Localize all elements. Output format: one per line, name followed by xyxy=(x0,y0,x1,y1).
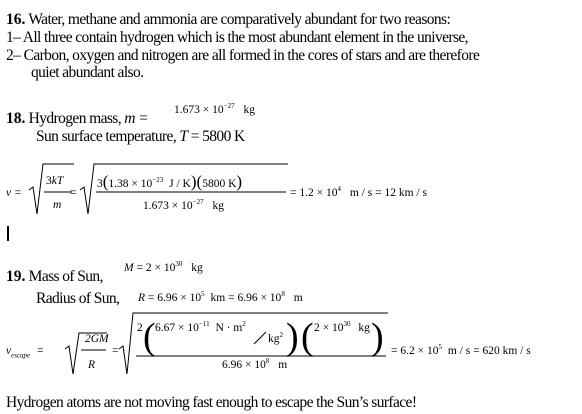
q18-eq-T: 5800 K xyxy=(202,178,237,190)
q18-eq-k-exp: −23 xyxy=(152,176,164,185)
q19-eq-result-exp: 5 xyxy=(438,343,442,352)
q18-eq-numerator: $3(1.38 \times 10^{-23}$ J / K)(5800 K) xyxy=(97,172,243,191)
conclusion: Hydrogen atoms are not moving fast enough to escape the Sun’s surface! xyxy=(6,394,417,411)
q19-radius-exp: 5 xyxy=(201,290,205,299)
q19-paren-close-1: ) xyxy=(286,316,299,358)
q16-reason2-cont: quiet abundant also. xyxy=(31,64,144,81)
q19-eq-G-exp: −11 xyxy=(198,320,210,329)
q19-radius-exp2: 8 xyxy=(281,290,285,299)
q19-eq-R-value: 6.96 × 10 xyxy=(222,359,266,371)
q19-eq-G-den-exp: 2 xyxy=(279,331,283,340)
q19-eq-equals: = xyxy=(37,345,44,357)
q18-radical-2 xyxy=(80,164,288,214)
q18-eq-den-exp: −27 xyxy=(192,198,204,207)
q16-intro: Water, methane and ammonia are comparatively abundant for two reasons: xyxy=(28,11,451,28)
q18-eq-den-value: 1.673 × 10 xyxy=(143,200,193,212)
q19-eq-result-tail: m / s = 620 km / s xyxy=(447,345,531,357)
q19-eq-M-unit: kg xyxy=(358,322,370,334)
q19-eq-R-unit: m xyxy=(278,359,288,371)
q18-mass-unit: kg xyxy=(243,104,255,116)
q19-mass-exp: 30 xyxy=(175,260,183,269)
q18-eq-v: v = xyxy=(6,187,22,199)
q19-radical-1 xyxy=(65,333,107,374)
q19-mass-label: Mass of Sun, xyxy=(28,268,103,285)
q19-eq-num: 2GM xyxy=(85,333,109,345)
q19-mass-unit: kg xyxy=(191,262,203,274)
q19-mass-value: = 2 × 10 xyxy=(136,262,176,274)
q19-eq-den: R xyxy=(88,359,96,371)
q19-eq-result-value: = 6.2 × 10 xyxy=(391,345,439,357)
q18-mass-var: m = xyxy=(124,110,149,127)
q19-radius-mid: km = 6.96 × 10 xyxy=(210,292,282,304)
q18-eq-num-var: kT xyxy=(51,175,64,187)
q19-radius-var: R xyxy=(138,292,146,304)
q18-eq-result-tail: m / s = 12 km / s xyxy=(349,187,427,199)
q19-radius-unit: m xyxy=(293,292,303,304)
q16-reason1-number: 1– xyxy=(6,29,21,46)
q19-eq-G-value: 6.67 × 10 xyxy=(155,322,199,334)
q16-reason2-number: 2– xyxy=(6,47,21,64)
q19-radius-value: = 6.96 × 10 xyxy=(147,292,202,304)
q18-eq-result-exp: 4 xyxy=(337,185,341,194)
q19-eq-G-unit: N · m xyxy=(215,322,243,334)
q19-paren-close-2: ) xyxy=(371,316,384,358)
q19-eq-coef: 2 xyxy=(137,322,143,334)
q18-radical-1 xyxy=(29,164,74,214)
q16-reason1-text: All three contain hydrogen which is the most abundant element in the universe, xyxy=(22,29,468,46)
q18-eq-equals: = xyxy=(70,187,77,199)
q18-eq-result-value: = 1.2 × 10 xyxy=(290,187,338,199)
q18-eq-k: 1.38 × 10 xyxy=(108,178,153,190)
q18-number: 18. xyxy=(6,110,26,127)
q18-eq-den: m xyxy=(53,199,62,211)
q18-mass-exp: −27 xyxy=(223,102,235,111)
q19-number: 19. xyxy=(6,268,26,285)
q16-number: 16. xyxy=(6,11,26,28)
q19-eq-G-den-unit: kg xyxy=(268,333,280,345)
q19-paren-open-1: ( xyxy=(143,316,156,358)
q19-eq-G-unit-exp: 2 xyxy=(242,320,246,329)
q19-mass-var: M xyxy=(124,262,134,274)
q18-temp-value: = 5800 K xyxy=(190,128,245,145)
q18-temp-label: Sun surface temperature, xyxy=(36,128,177,145)
q18-eq-den-unit: kg xyxy=(212,200,224,212)
q19-radical-2 xyxy=(119,313,388,374)
q19-eq-M-value: 2 × 10 xyxy=(314,322,344,334)
q18-mass-label: Hydrogen mass, xyxy=(28,110,121,127)
q19-eq-equals2: = xyxy=(112,345,119,357)
q19-eq-v-sub: escape xyxy=(11,351,31,360)
q18-temp-var: T xyxy=(179,128,188,145)
q19-radius-label: Radius of Sun, xyxy=(36,290,120,307)
q18-eq-k-unit: J / K xyxy=(169,178,191,190)
q19-paren-open-2: ( xyxy=(301,316,314,358)
q19-eq-M-exp: 30 xyxy=(343,320,351,329)
q19-unit-slash xyxy=(254,332,266,344)
q19-eq-v-var: v xyxy=(6,345,12,357)
q19-eq-R-exp: 8 xyxy=(265,357,270,366)
q18-mass-value: 1.673 × 10 xyxy=(174,104,224,116)
q16-reason2-text: Carbon, oxygen and nitrogen are all formed in the cores of stars and are therefore xyxy=(23,47,480,64)
q18-eq-coef: 3 xyxy=(97,178,103,190)
q18-eq-num-coef: 3 xyxy=(46,175,52,187)
